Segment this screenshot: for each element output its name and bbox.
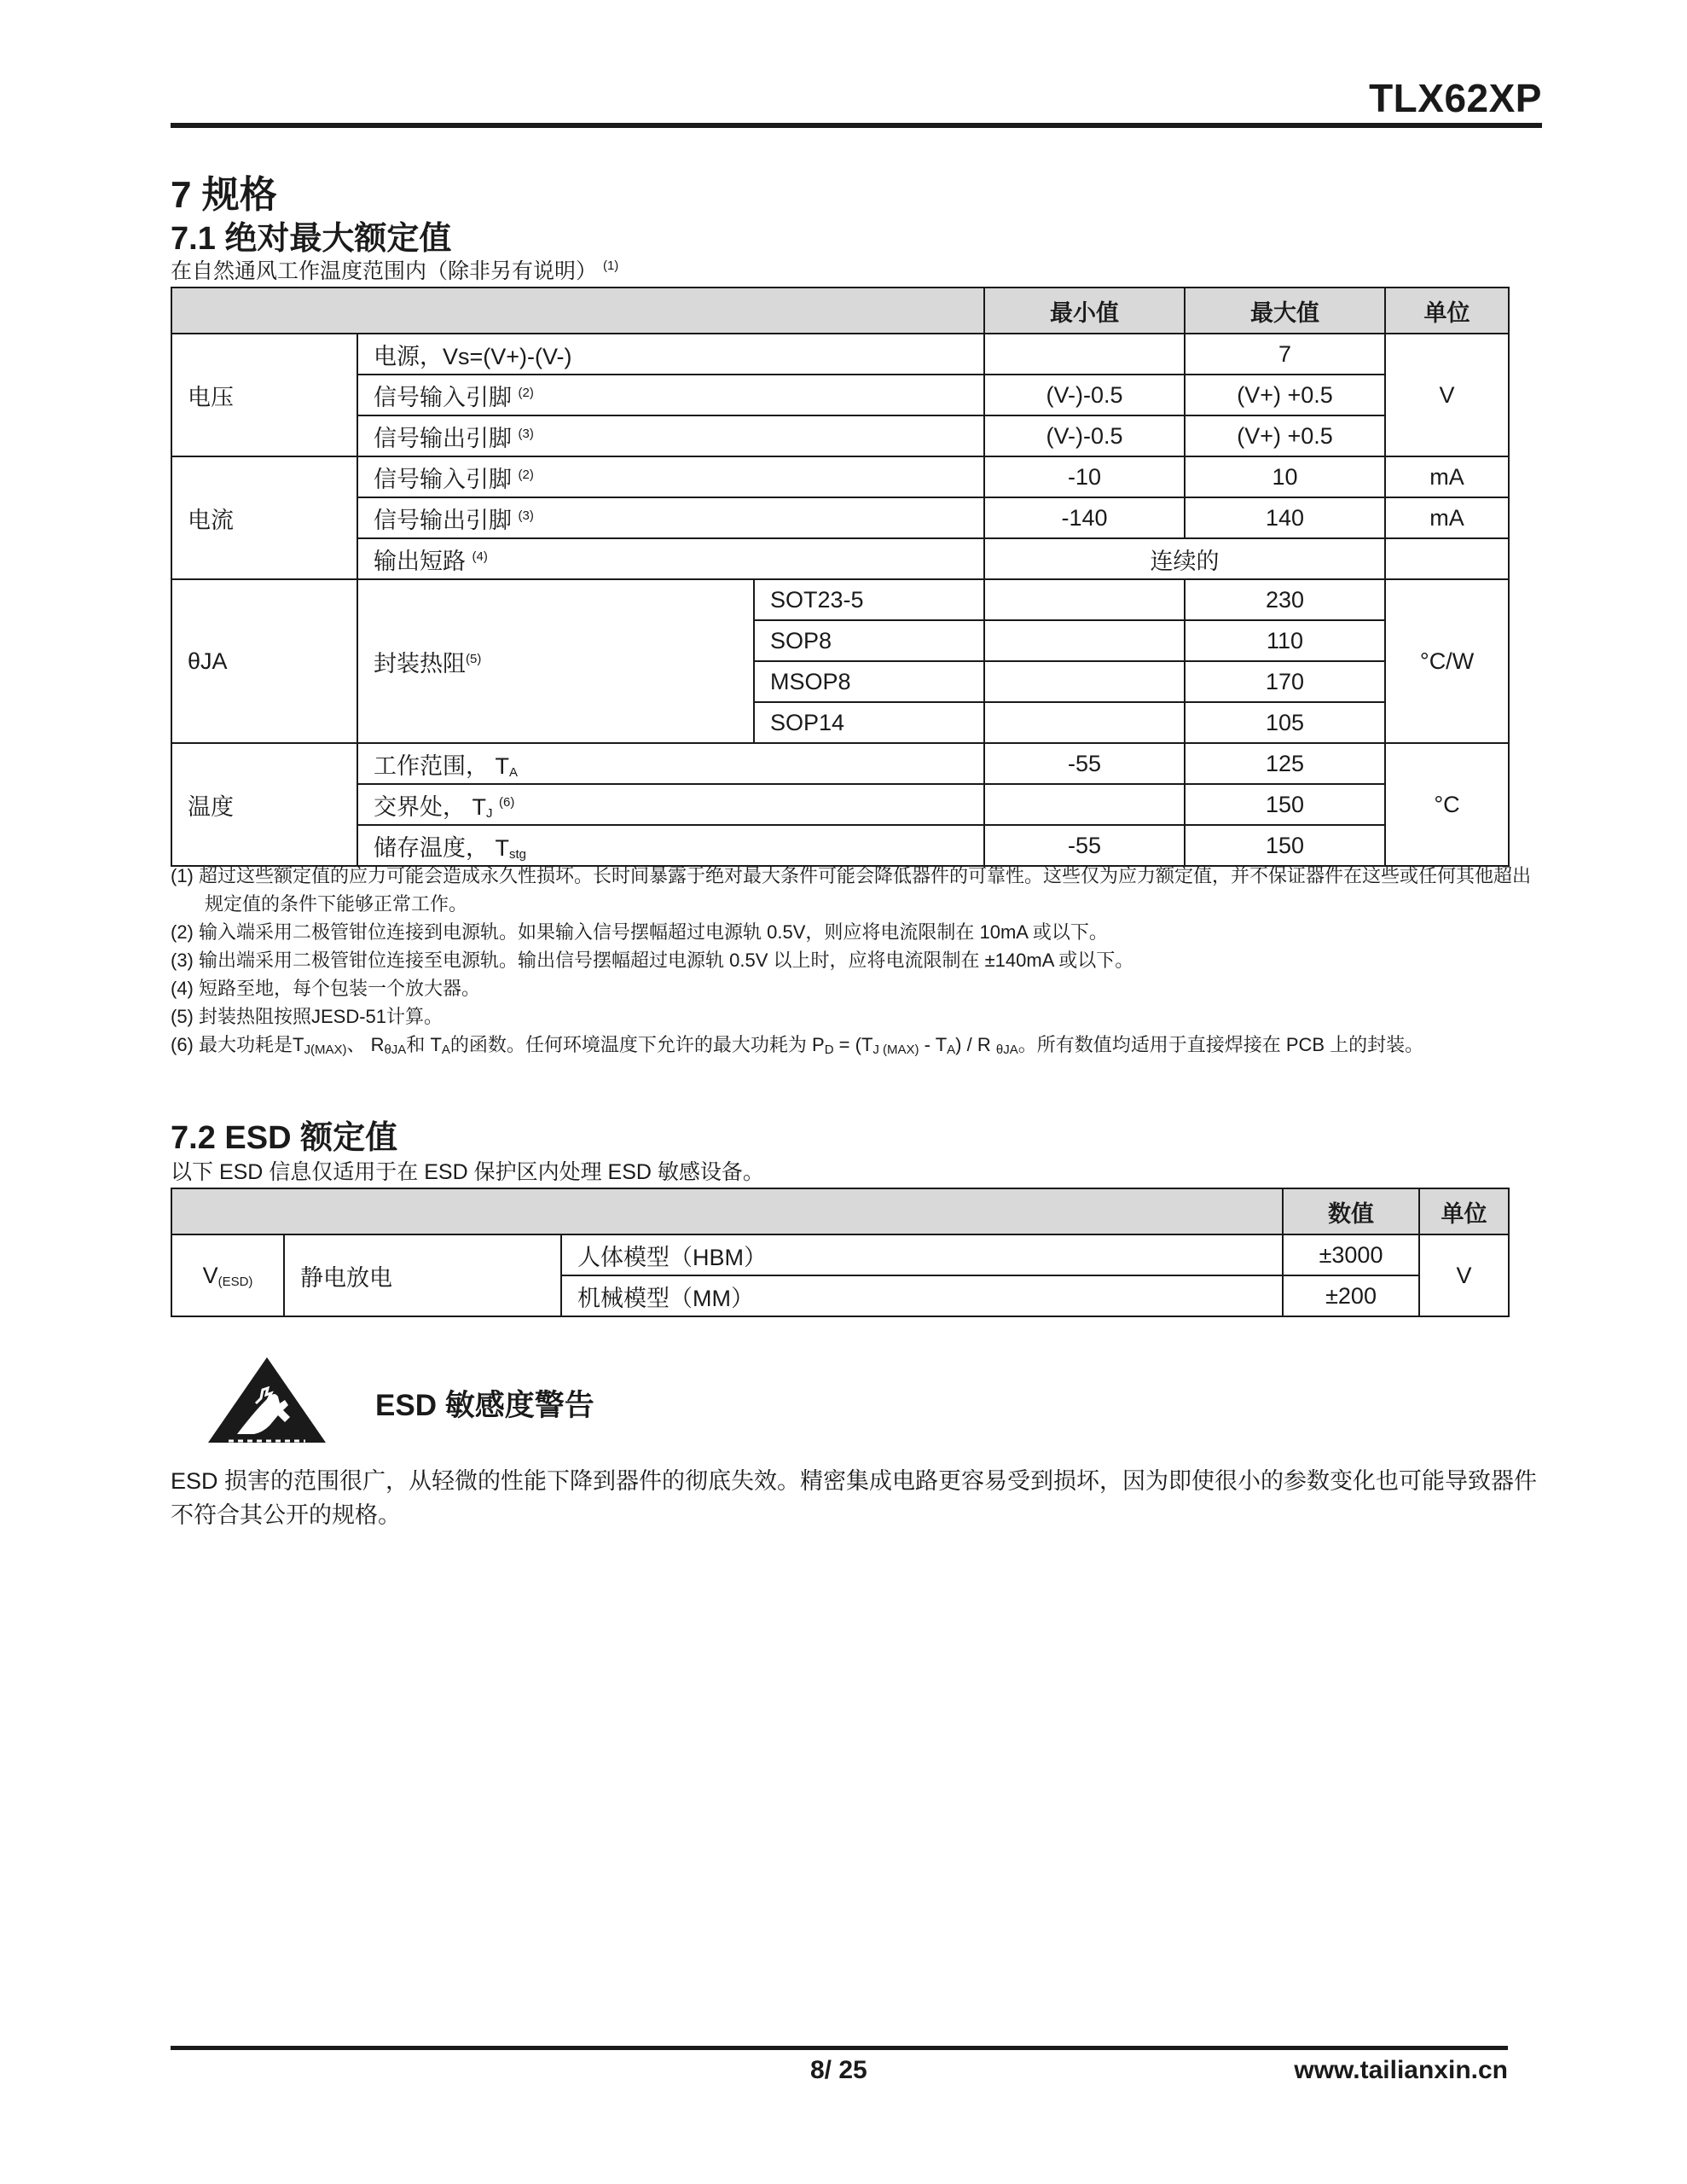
table-header-row: [171, 1188, 1509, 1234]
group-theta-ja: θJA: [171, 579, 357, 743]
footnote-4: (4) 短路至地，每个包装一个放大器。: [171, 978, 481, 999]
header-max: 最大值: [1185, 288, 1385, 334]
value-continuous: 连续的: [984, 538, 1385, 579]
param-input-pin-voltage: 信号输入引脚 $^{(2)}$: [357, 375, 984, 415]
document-title: TLX62XP: [1369, 76, 1542, 120]
param-output-pin-voltage: 信号输出引脚 $^{(3)}$: [357, 415, 984, 456]
value-min: [984, 620, 1185, 661]
group-voltage: 电压: [171, 334, 357, 456]
header-value: 数值: [1283, 1188, 1419, 1234]
footnotes: [171, 862, 1535, 1064]
abs-max-note: 在自然通风工作温度范围内（除非另有说明） $^{(1)}$: [171, 258, 619, 283]
header-blank: [171, 288, 984, 334]
header-unit: 单位: [1419, 1188, 1509, 1234]
value-mm: ±200: [1283, 1275, 1419, 1316]
esd-note: 以下 ESD 信息仅适用于在 ESD 保护区内处理 ESD 敏感设备。: [171, 1160, 764, 1184]
table-row: [171, 1234, 1509, 1275]
unit-voltage: V: [1385, 334, 1509, 456]
esd-warning-title: ESD 敏感度警告: [375, 1389, 594, 1422]
value-hbm: ±3000: [1283, 1234, 1419, 1275]
abs-max-table: [171, 287, 1510, 867]
value-min: [984, 702, 1185, 743]
value-min: -55: [984, 743, 1185, 784]
unit-theta: °C/W: [1385, 579, 1509, 743]
group-temperature: 温度: [171, 743, 357, 866]
value-max: 125: [1185, 743, 1385, 784]
footer-website: www.tailianxin.cn: [1294, 2056, 1508, 2084]
footnote-5: (5) 封装热阻按照JESD-51计算。: [171, 1006, 443, 1027]
package-name: SOP14: [754, 702, 984, 743]
value-max: 150: [1185, 784, 1385, 825]
table-row: [171, 538, 1509, 579]
value-min: -55: [984, 825, 1185, 866]
value-min: (V-)-0.5: [984, 375, 1185, 415]
header-blank: [171, 1188, 1283, 1234]
subsection-heading-abs-max: 7.1 绝对最大额定值: [171, 221, 452, 257]
table-row: [171, 825, 1509, 866]
group-current: 电流: [171, 456, 357, 579]
footnote-2: (2) 输入端采用二极管钳位连接到电源轨。如果输入信号摆幅超过电源轨 0.5V，则应将电流限制在 10mA 或以下。: [171, 921, 1108, 943]
unit-esd: V: [1419, 1234, 1509, 1316]
param-input-pin-current: 信号输入引脚 $^{(2)}$: [357, 456, 984, 497]
header-min: 最小值: [984, 288, 1185, 334]
value-max: 230: [1185, 579, 1385, 620]
footnote-6: (6) 最大功耗是$T_{J(MAX)}$、 $R_{\theta JA}$和 $T_A$的函数。任何环境温度下允许的最大功耗为 $P_D = (T_{J (MAX)} - T_A) / R$ $_{\theta JA}$。所有数值均适用于直接焊接在 PCB 上的封装。: [171, 1034, 1424, 1057]
param-supply: 电源，Vs=(V+)-(V-): [357, 334, 984, 375]
unit-current: mA: [1385, 456, 1509, 497]
model-mm: 机械模型（MM）: [561, 1275, 1283, 1316]
value-min: -10: [984, 456, 1185, 497]
param-operating-range: 工作范围， $T_A$: [357, 743, 984, 784]
value-max: 10: [1185, 456, 1385, 497]
section-heading-specs: 7 规格: [171, 174, 277, 216]
footer-rule: [171, 2046, 1508, 2050]
value-max: (V+) +0.5: [1185, 415, 1385, 456]
value-max: (V+) +0.5: [1185, 375, 1385, 415]
table-row: [171, 497, 1509, 538]
param-junction: 交界处， $T_J$ $^{(6)}$: [357, 784, 984, 825]
esd-symbol: $V_{(ESD)}$: [171, 1234, 284, 1316]
package-name: SOT23-5: [754, 579, 984, 620]
unit-blank: [1385, 538, 1509, 579]
package-name: MSOP8: [754, 661, 984, 702]
subsection-heading-esd: 7.2 ESD 额定值: [171, 1120, 398, 1156]
table-row: [171, 579, 1509, 620]
header-unit: 单位: [1385, 288, 1509, 334]
value-min: [984, 579, 1185, 620]
esd-warning-paragraph: ESD 损害的范围很广，从轻微的性能下降到器件的彻底失效。精密集成电路更容易受到损坏，因为即使很小的参数变化也可能导致器件不符合其公开的规格。: [171, 1468, 1538, 1528]
esd-warning-icon: [203, 1352, 331, 1448]
param-thermal-resistance: 封装热阻$^{(5)}$: [357, 579, 754, 743]
value-max: 7: [1185, 334, 1385, 375]
value-min: [984, 784, 1185, 825]
esd-table: [171, 1188, 1510, 1317]
header-rule: [171, 123, 1542, 128]
footnote-3: (3) 输出端采用二极管钳位连接至电源轨。输出信号摆幅超过电源轨 0.5V 以上时，应将电流限制在 ±140mA 或以下。: [171, 950, 1134, 971]
table-row: [171, 415, 1509, 456]
package-name: SOP8: [754, 620, 984, 661]
unit-current: mA: [1385, 497, 1509, 538]
value-max: 110: [1185, 620, 1385, 661]
value-min: (V-)-0.5: [984, 415, 1185, 456]
value-min: -140: [984, 497, 1185, 538]
table-row: [171, 784, 1509, 825]
unit-temperature: °C: [1385, 743, 1509, 866]
param-output-pin-current: 信号输出引脚 $^{(3)}$: [357, 497, 984, 538]
param-output-short: 输出短路 $^{(4)}$: [357, 538, 984, 579]
page-number: 8/ 25: [810, 2056, 867, 2084]
table-row: [171, 375, 1509, 415]
value-max: 170: [1185, 661, 1385, 702]
table-header-row: [171, 288, 1509, 334]
param-storage: 储存温度， $T_{stg}$: [357, 825, 984, 866]
model-hbm: 人体模型（HBM）: [561, 1234, 1283, 1275]
table-row: [171, 743, 1509, 784]
value-min: [984, 334, 1185, 375]
value-min: [984, 661, 1185, 702]
table-row: [171, 456, 1509, 497]
value-max: 105: [1185, 702, 1385, 743]
footnote-1: (1) 超过这些额定值的应力可能会造成永久性损坏。长时间暴露于绝对最大条件可能会降低器件的可靠性。这些仅为应力额定值，并不保证器件在这些或任何其他超出规定值的条件下能够正常工作。: [171, 865, 1532, 915]
esd-description: 静电放电: [284, 1234, 561, 1316]
value-max: 150: [1185, 825, 1385, 866]
value-max: 140: [1185, 497, 1385, 538]
table-row: [171, 334, 1509, 375]
